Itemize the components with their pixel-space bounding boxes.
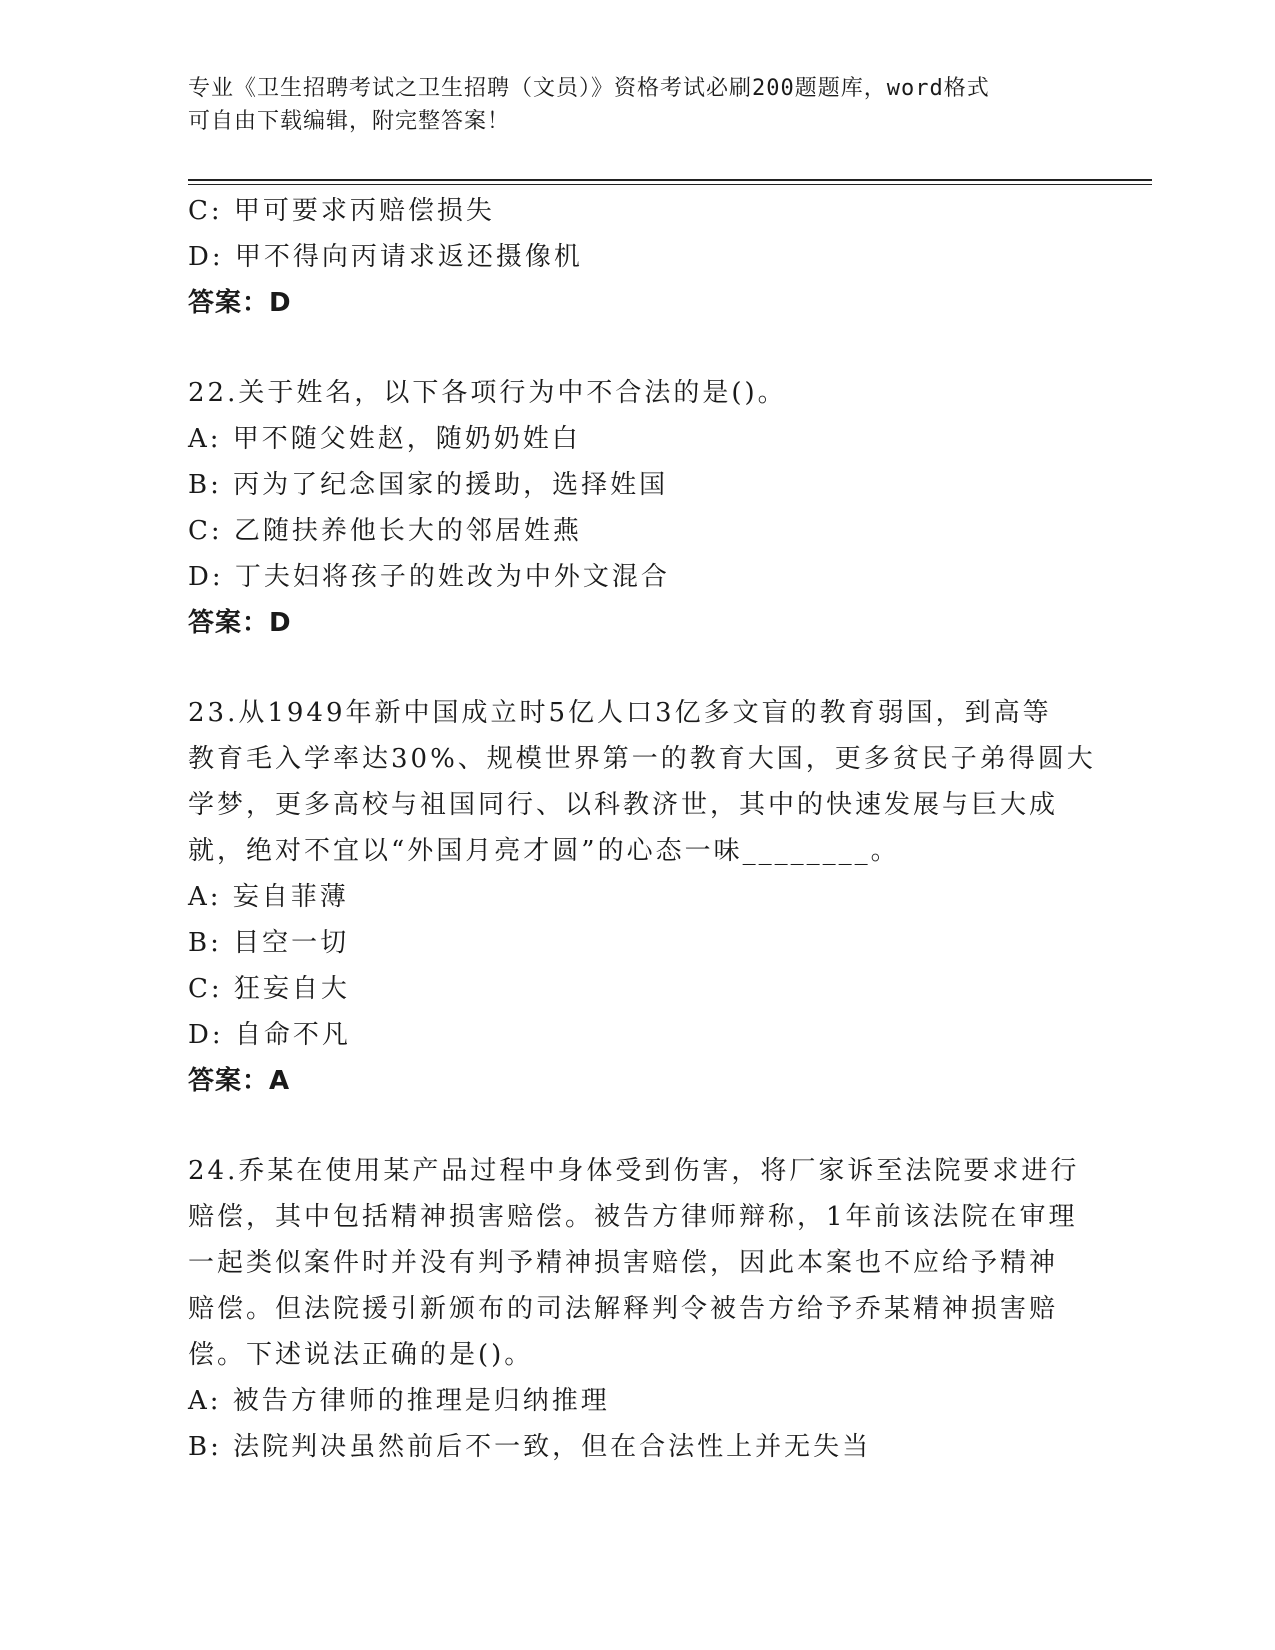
header-line-1: 专业《卫生招聘考试之卫生招聘（文员）》资格考试必刷200题题库，word格式 — [188, 76, 990, 101]
question-stem-line: 就，绝对不宜以“外国月亮才圆”的心态一味________。 — [188, 836, 900, 866]
option-b: B: 目空一切 — [188, 928, 350, 958]
option-d: D: 自命不凡 — [188, 1020, 351, 1050]
option-c: C: 甲可要求丙赔偿损失 — [188, 196, 495, 226]
question-stem-line: 学梦，更多高校与祖国同行、以科教济世，其中的快速发展与巨大成 — [188, 790, 1059, 820]
document-header — [188, 72, 1088, 138]
option-d: D: 甲不得向丙请求返还摄像机 — [188, 242, 583, 272]
question-22 — [188, 370, 1088, 646]
question-stem-line: 一起类似案件时并没有判予精神损害赔偿，因此本案也不应给予精神 — [188, 1248, 1059, 1278]
header-divider-thin — [188, 184, 1152, 185]
question-stem-line: 教育毛入学率达30%、规模世界第一的教育大国，更多贫民子弟得圆大 — [188, 744, 1096, 774]
option-a: A: 被告方律师的推理是归纳推理 — [188, 1386, 610, 1416]
question-stem-line: 赔偿，其中包括精神损害赔偿。被告方律师辩称，1年前该法院在审理 — [188, 1202, 1078, 1232]
question-24 — [188, 1148, 1088, 1470]
header-line-2: 可自由下载编辑，附完整答案！ — [188, 109, 511, 134]
option-a: A: 甲不随父姓赵，随奶奶姓白 — [188, 424, 581, 454]
option-c: C: 乙随扶养他长大的邻居姓燕 — [188, 516, 582, 546]
question-stem: 22.关于姓名，以下各项行为中不合法的是()。 — [188, 378, 787, 408]
question-stem-line: 24.乔某在使用某产品过程中身体受到伤害，将厂家诉至法院要求进行 — [188, 1156, 1080, 1186]
option-d: D: 丁夫妇将孩子的姓改为中外文混合 — [188, 562, 670, 592]
header-divider-thick — [188, 179, 1152, 181]
question-21-tail — [188, 188, 1088, 326]
answer-line: 答案：D — [188, 288, 292, 318]
question-stem-line: 偿。下述说法正确的是()。 — [188, 1340, 534, 1370]
answer-line: 答案：D — [188, 608, 292, 638]
answer-line: 答案：A — [188, 1066, 291, 1096]
question-stem-line: 赔偿。但法院援引新颁布的司法解释判令被告方给予乔某精神损害赔 — [188, 1294, 1059, 1324]
option-b: B: 法院判决虽然前后不一致，但在合法性上并无失当 — [188, 1432, 872, 1462]
option-c: C: 狂妄自大 — [188, 974, 350, 1004]
question-content — [188, 188, 1096, 1470]
option-b: B: 丙为了纪念国家的援助，选择姓国 — [188, 470, 669, 500]
question-stem-line: 23.从1949年新中国成立时5亿人口3亿多文盲的教育弱国，到高等 — [188, 698, 1052, 728]
option-a: A: 妄自菲薄 — [188, 882, 349, 912]
question-23 — [188, 690, 1096, 1104]
